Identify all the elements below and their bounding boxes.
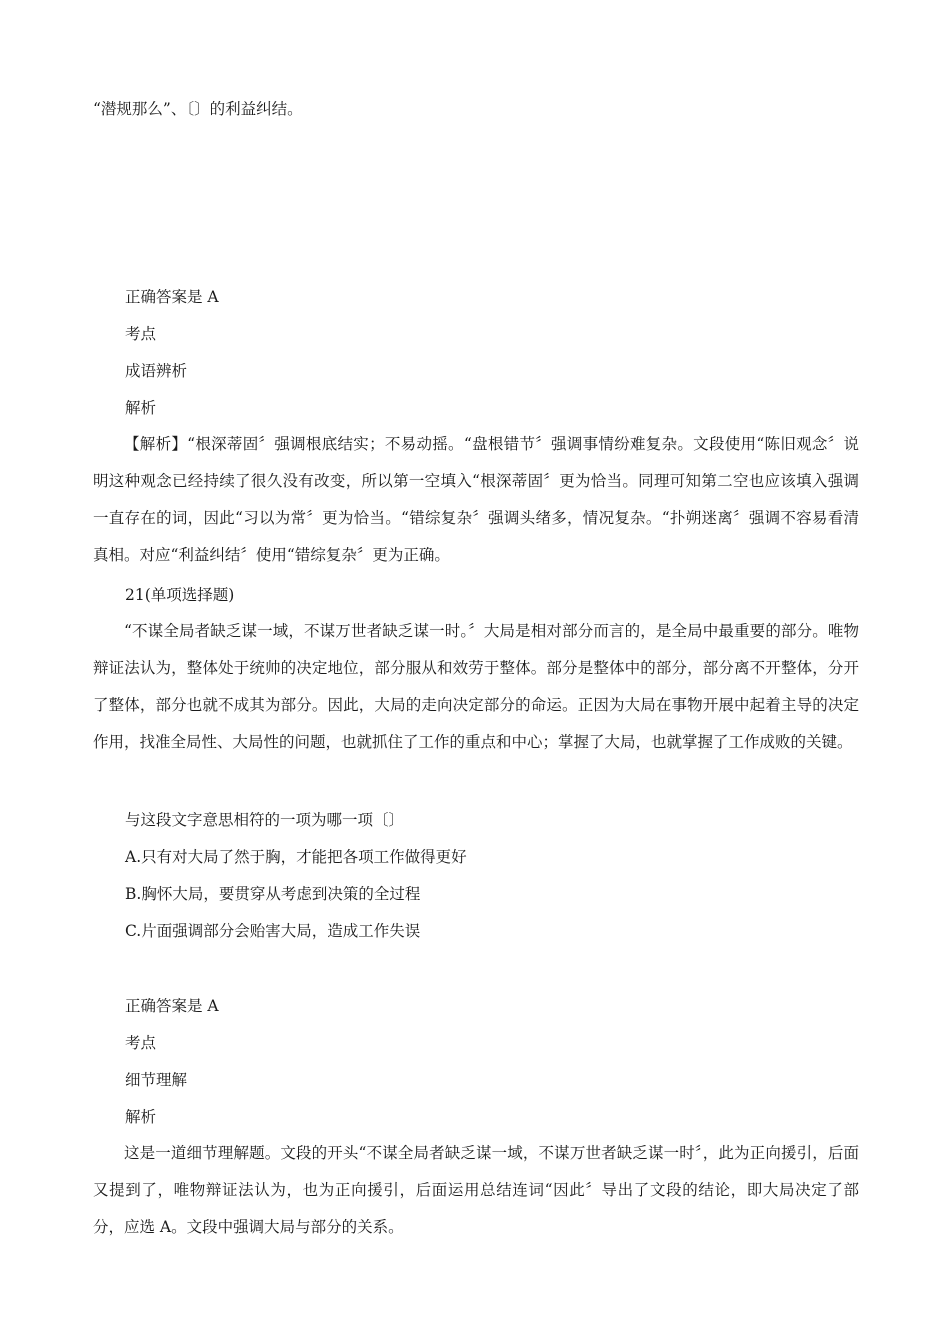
q21-passage: “不谋全局者缺乏谋一域，不谋万世者缺乏谋一时。〞大局是相对部分而言的，是全局中最重要的部分。唯物辩证法认为，整体处于统帅的决定地位，部分服从和效劳于整体。部分是整体中的部分，部分离不开整体，分开了整体，部分也就不成其为部分。因此，大局的走向决定部分的命运。正因为大局在事物开展中起着主导的决定作用，找准全局性、大局性的问题，也就抓住了工作的重点和中心；掌握了大局，也就掌握了工作成败的关键。 bbox=[93, 622, 859, 751]
q20-jiexi-label: 解析 bbox=[125, 399, 157, 417]
q21-kaodian-label: 考点 bbox=[125, 1034, 157, 1052]
q21-option-a: A.只有对大局了然于胸，才能把各项工作做得更好 bbox=[125, 848, 467, 866]
q21-jiexi-text: 这是一道细节理解题。文段的开头“不谋全局者缺乏谋一域，不谋万世者缺乏谋一时〞，此为正向援引，后面又提到了，唯物辩证法认为，也为正向援引，后面运用总结连词“因此〞导出了文段的结论，即大局决定了部分，应选 A。文段中强调大局与部分的关系。 bbox=[93, 1144, 859, 1236]
q21-jiexi-label: 解析 bbox=[125, 1108, 157, 1126]
fragment-top: “潜规那么”、〔〕的利益纠结。 bbox=[93, 100, 303, 118]
q21-kaodian-value: 细节理解 bbox=[125, 1071, 188, 1089]
q20-jiexi-text: 【解析】“根深蒂固〞强调根底结实；不易动摇。“盘根错节〞强调事情纷难复杂。文段使用“陈旧观念〞说明这种观念已经持续了很久没有改变，所以第一空填入“根深蒂固〞更为恰当。同理可知第二空也应该填入强调一直存在的词，因此“习以为常〞更为恰当。“错综复杂〞强调头绪多，情况复杂。“扑朔迷离〞强调不容易看清真相。对应“利益纠结〞使用“错综复杂〞更为正确。 bbox=[93, 435, 859, 564]
q21-option-c: C.片面强调部分会贻害大局，造成工作失误 bbox=[125, 922, 421, 940]
q21-option-b: B.胸怀大局，要贯穿从考虑到决策的全过程 bbox=[125, 885, 421, 903]
q20-kaodian-label: 考点 bbox=[125, 325, 157, 343]
q21-number: 21(单项选择题) bbox=[125, 586, 235, 604]
q20-answer: 正确答案是 A bbox=[125, 288, 219, 306]
q20-kaodian-value: 成语辨析 bbox=[125, 362, 188, 380]
q21-answer: 正确答案是 A bbox=[125, 997, 219, 1015]
q21-question: 与这段文字意思相符的一项为哪一项〔〕 bbox=[125, 811, 405, 829]
